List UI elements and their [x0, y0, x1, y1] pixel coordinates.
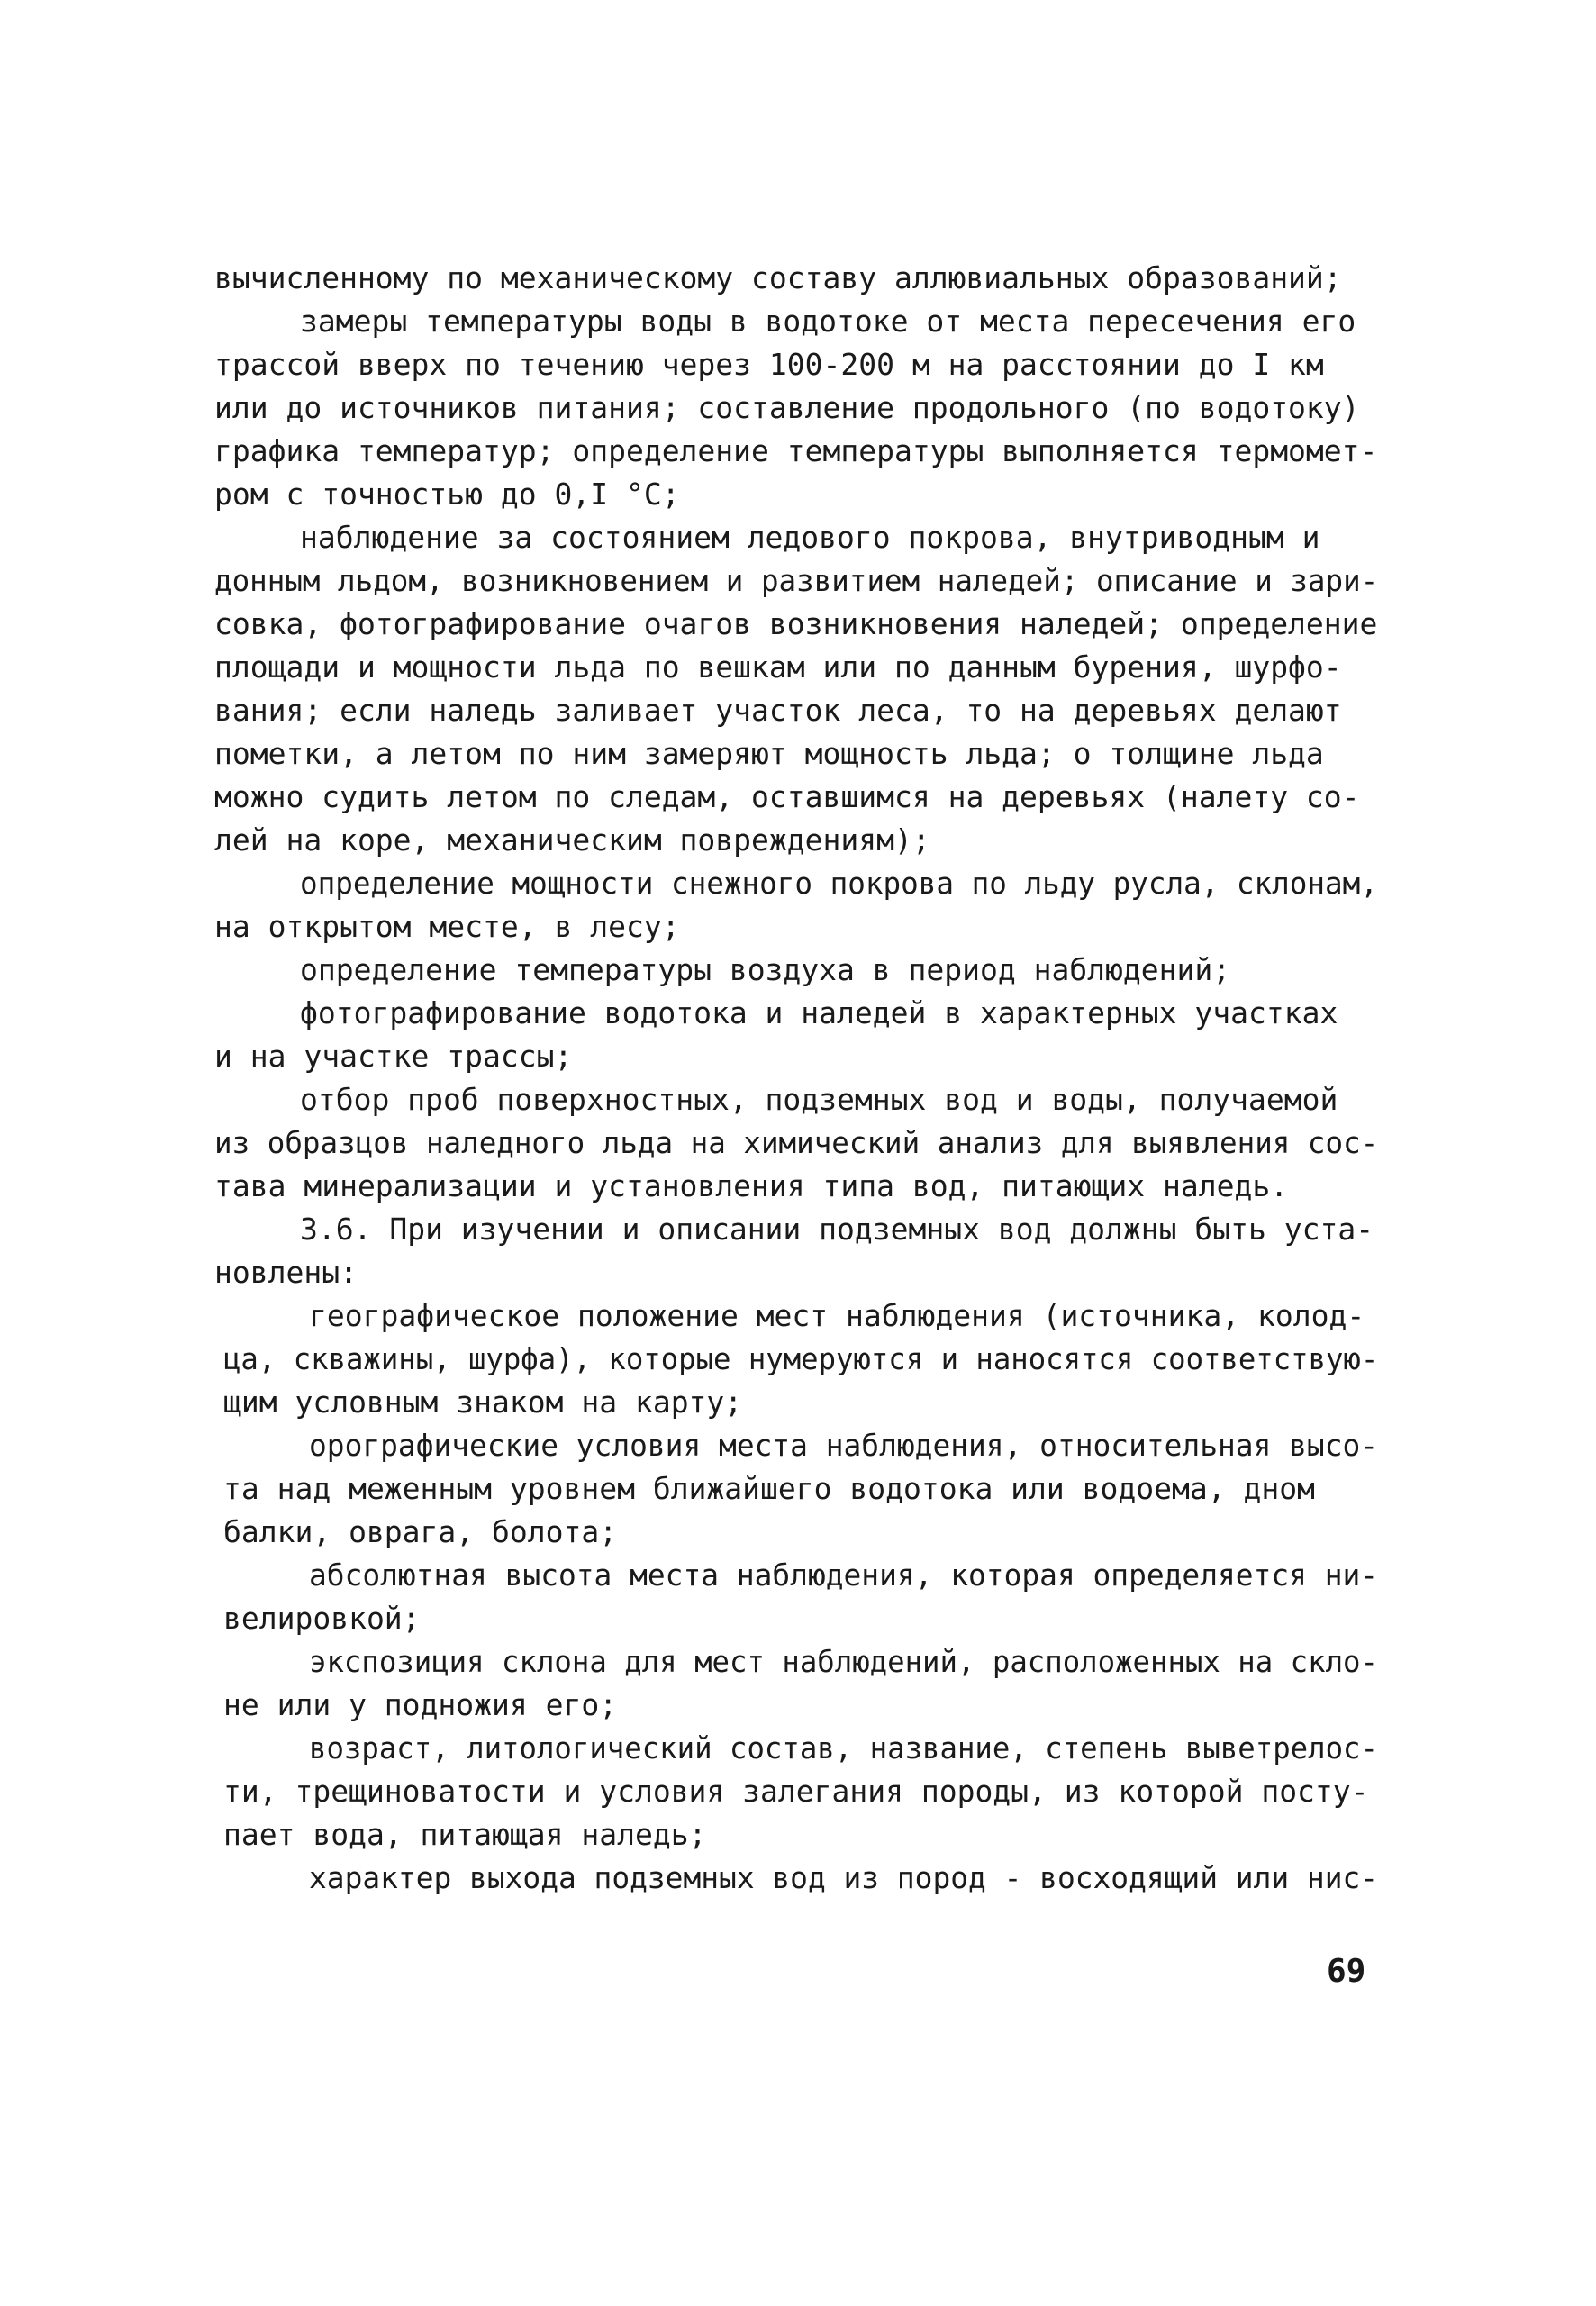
- text-line: возраст, литологический состав, название, степень выветрелос-: [309, 1730, 1378, 1766]
- text-line: пометки, а летом по ним замеряют мощность льда; о толщине льда: [214, 736, 1324, 771]
- text-line: отбор проб поверхностных, подземных вод и воды, получаемой: [300, 1082, 1338, 1117]
- text-line: щим условным знаком на карту;: [223, 1385, 743, 1420]
- text-line: и на участке трассы;: [214, 1039, 573, 1074]
- text-line: лей на коре, механическим повреждениям);: [214, 822, 930, 858]
- text-line: определение температуры воздуха в период наблюдений;: [300, 952, 1231, 987]
- text-line: орографические условия места наблюдения, относительная высо-: [309, 1428, 1379, 1463]
- text-line: пает вода, питающая наледь;: [223, 1817, 707, 1852]
- text-line: новлены:: [214, 1255, 358, 1290]
- text-line: не или у подножия его;: [223, 1687, 618, 1722]
- text-line: ти, трещиноватости и условия залегания породы, из которой посту-: [223, 1774, 1369, 1809]
- text-line: донным льдом, возникновением и развитием наледей; описание и зари-: [214, 563, 1379, 598]
- text-line: экспозиция склона для мест наблюдений, расположенных на скло-: [309, 1644, 1378, 1679]
- text-line: графика температур; определение температуры выполняется термомет-: [214, 433, 1378, 468]
- text-line: балки, оврага, болота;: [223, 1514, 618, 1549]
- text-line: велировкой;: [223, 1601, 421, 1636]
- text-line: или до источников питания; составление продольного (по водотоку): [214, 390, 1360, 425]
- page-number: 69: [1327, 1953, 1366, 1990]
- text-line: вания; если наледь заливает участок леса, то на деревьях делают: [214, 693, 1342, 728]
- text-line: трассой вверх по течению через 100-200 м на расстоянии до I км: [214, 347, 1324, 382]
- text-line: можно судить летом по следам, оставшимся на деревьях (налету со-: [214, 779, 1360, 814]
- text-line: наблюдение за состоянием ледового покрова, внутриводным и: [300, 520, 1320, 555]
- text-line: фотографирование водотока и наледей в характерных участках: [300, 995, 1338, 1030]
- text-line: абсолютная высота места наблюдения, которая определяется ни-: [309, 1557, 1379, 1593]
- text-line: та над меженным уровнем ближайшего водотока или водоема, дном: [223, 1471, 1315, 1506]
- text-line: географическое положение мест наблюдения (источника, колод-: [309, 1298, 1365, 1333]
- text-line: характер выхода подземных вод из пород - восходящий или нис-: [309, 1860, 1379, 1895]
- text-line: 3.6. При изучении и описании подземных вод должны быть уста-: [300, 1212, 1374, 1247]
- text-line: ца, скважины, шурфа), которые нумеруются и наносятся соответствую-: [223, 1341, 1379, 1376]
- text-line: вычисленному по механическому составу аллювиальных образований;: [214, 260, 1342, 295]
- text-line: из образцов наледного льда на химический анализ для выявления сос-: [214, 1125, 1379, 1160]
- text-line: площади и мощности льда по вешкам или по данным бурения, шурфо-: [214, 649, 1342, 685]
- text-line: ром с точностью до 0,I °C;: [214, 477, 680, 512]
- text-line: на открытом месте, в лесу;: [214, 909, 680, 944]
- text-line: тава минерализации и установления типа вод, питающих наледь.: [214, 1168, 1289, 1203]
- text-line: определение мощности снежного покрова по льду русла, склонам,: [300, 866, 1378, 901]
- text-line: замеры температуры воды в водотоке от места пересечения его: [300, 304, 1356, 339]
- text-line: совка, фотографирование очагов возникновения наледей; определение: [214, 606, 1378, 641]
